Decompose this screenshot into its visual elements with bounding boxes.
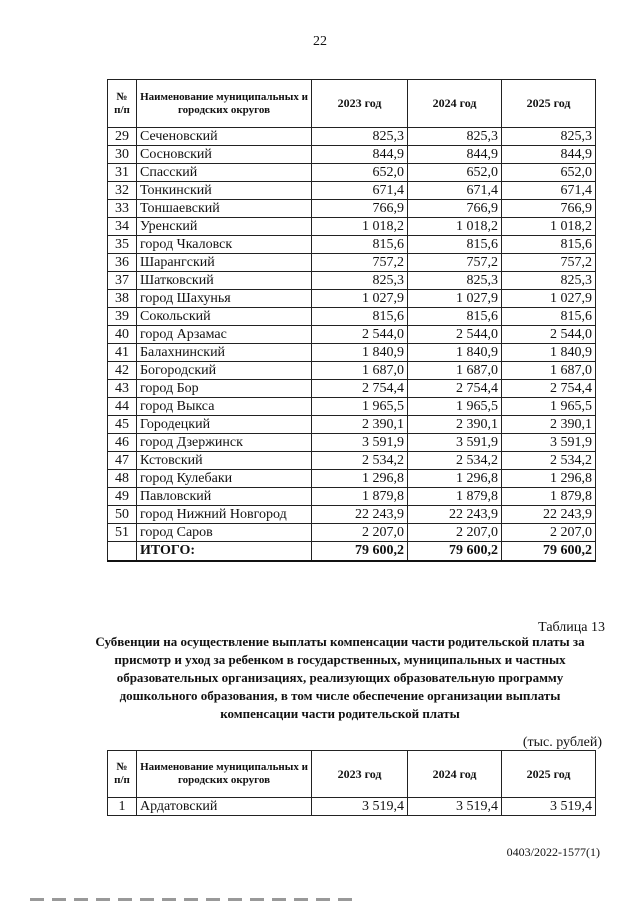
cell-num: 31	[108, 164, 137, 182]
cell-num: 30	[108, 146, 137, 164]
cell-2025: 2 534,2	[502, 452, 596, 470]
header-2023: 2023 год	[312, 80, 408, 128]
header-2023: 2023 год	[312, 751, 408, 798]
cell-2023: 2 544,0	[312, 326, 408, 344]
cell-name: Павловский	[137, 488, 312, 506]
header-2024: 2024 год	[408, 751, 502, 798]
cell-2024: 2 390,1	[408, 416, 502, 434]
total-2023: 79 600,2	[312, 542, 408, 562]
cell-2025: 815,6	[502, 308, 596, 326]
cell-2025: 825,3	[502, 272, 596, 290]
cell-num: 34	[108, 218, 137, 236]
cell-2023: 825,3	[312, 128, 408, 146]
cell-2025: 815,6	[502, 236, 596, 254]
cell-name: город Бор	[137, 380, 312, 398]
cell-2023: 22 243,9	[312, 506, 408, 524]
cell-name: Тонкинский	[137, 182, 312, 200]
table-row	[108, 398, 596, 416]
cell-num: 33	[108, 200, 137, 218]
cell-num: 43	[108, 380, 137, 398]
cell-name: Балахнинский	[137, 344, 312, 362]
cell-2023: 671,4	[312, 182, 408, 200]
page-number: 22	[313, 34, 327, 49]
cell-2024: 22 243,9	[408, 506, 502, 524]
table-row	[108, 200, 596, 218]
cell-name: город Шахунья	[137, 290, 312, 308]
table-row	[108, 434, 596, 452]
cell-name: Ардатовский	[137, 798, 312, 816]
cell-2023: 1 687,0	[312, 362, 408, 380]
cell-num: 39	[108, 308, 137, 326]
cell-num: 42	[108, 362, 137, 380]
cell-name: Кстовский	[137, 452, 312, 470]
table-header-row	[108, 80, 596, 128]
cell-num: 44	[108, 398, 137, 416]
cell-2023: 815,6	[312, 308, 408, 326]
cell-2025: 1 965,5	[502, 398, 596, 416]
table-row	[108, 326, 596, 344]
cell-2025: 1 840,9	[502, 344, 596, 362]
cell-num: 51	[108, 524, 137, 542]
cell-2023: 1 840,9	[312, 344, 408, 362]
cell-name: Богородский	[137, 362, 312, 380]
cell-2025: 1 018,2	[502, 218, 596, 236]
cell-2024: 3 519,4	[408, 798, 502, 816]
cell-2023: 2 534,2	[312, 452, 408, 470]
cell-name: Сосновский	[137, 146, 312, 164]
cell-name: город Саров	[137, 524, 312, 542]
cell-2023: 815,6	[312, 236, 408, 254]
cell-num: 46	[108, 434, 137, 452]
cell-name: Спасский	[137, 164, 312, 182]
cell-2023: 2 754,4	[312, 380, 408, 398]
header-num: № п/п	[108, 80, 137, 128]
cell-num: 40	[108, 326, 137, 344]
cell-num: 37	[108, 272, 137, 290]
header-2024: 2024 год	[408, 80, 502, 128]
cell-2025: 652,0	[502, 164, 596, 182]
table-row	[108, 416, 596, 434]
table-row	[108, 362, 596, 380]
table-row	[108, 452, 596, 470]
cell-2025: 1 027,9	[502, 290, 596, 308]
table-row	[108, 798, 596, 816]
table-row	[108, 524, 596, 542]
cell-num: 47	[108, 452, 137, 470]
header-name: Наименование муниципальных и городских округов	[137, 751, 312, 798]
cell-2025: 2 390,1	[502, 416, 596, 434]
total-row	[108, 542, 596, 562]
cell-2024: 1 027,9	[408, 290, 502, 308]
units-label: (тыс. рублей)	[522, 735, 602, 750]
cell-name: город Арзамас	[137, 326, 312, 344]
table-row	[108, 182, 596, 200]
cell-2025: 766,9	[502, 200, 596, 218]
cell-name: город Чкаловск	[137, 236, 312, 254]
cell-2024: 1 018,2	[408, 218, 502, 236]
cell-2024: 1 687,0	[408, 362, 502, 380]
cell-2025: 2 754,4	[502, 380, 596, 398]
cell-num	[108, 542, 137, 562]
cell-name: Шатковский	[137, 272, 312, 290]
cell-name: Уренский	[137, 218, 312, 236]
cell-2023: 3 591,9	[312, 434, 408, 452]
cell-2023: 3 519,4	[312, 798, 408, 816]
cell-2025: 844,9	[502, 146, 596, 164]
subvention-table-13	[107, 750, 596, 816]
cell-2023: 766,9	[312, 200, 408, 218]
cell-num: 41	[108, 344, 137, 362]
cell-name: город Кулебаки	[137, 470, 312, 488]
table-row	[108, 488, 596, 506]
cell-num: 45	[108, 416, 137, 434]
cell-name: Шарангский	[137, 254, 312, 272]
cell-name: город Нижний Новгород	[137, 506, 312, 524]
cell-num: 29	[108, 128, 137, 146]
table-row	[108, 470, 596, 488]
cell-2024: 2 754,4	[408, 380, 502, 398]
cell-2025: 2 544,0	[502, 326, 596, 344]
cell-2024: 1 840,9	[408, 344, 502, 362]
cell-2024: 1 965,5	[408, 398, 502, 416]
cell-2024: 815,6	[408, 308, 502, 326]
cell-2023: 825,3	[312, 272, 408, 290]
cell-name: Сеченовский	[137, 128, 312, 146]
cell-name: Городецкий	[137, 416, 312, 434]
table-title: Субвенции на осуществление выплаты компенсации части родительской платы за присмотр и уход за ребенком в государственных, муниципальных и частных образовательных организациях, реализующих образовательную программу дошкольного образования, в том числе обеспечение организации выплаты компенсации части родительской платы	[95, 634, 585, 721]
cell-num: 49	[108, 488, 137, 506]
table-header-row	[108, 751, 596, 798]
table-row	[108, 344, 596, 362]
cell-2024: 2 544,0	[408, 326, 502, 344]
total-label: ИТОГО:	[137, 542, 312, 562]
cell-2024: 825,3	[408, 128, 502, 146]
cell-2023: 1 965,5	[312, 398, 408, 416]
cell-2025: 1 687,0	[502, 362, 596, 380]
document-code: 0403/2022-1577(1)	[506, 845, 600, 859]
header-2025: 2025 год	[502, 80, 596, 128]
subvention-table-continued	[107, 79, 596, 562]
cell-2025: 3 591,9	[502, 434, 596, 452]
cell-2023: 757,2	[312, 254, 408, 272]
cell-2023: 2 390,1	[312, 416, 408, 434]
table-row	[108, 308, 596, 326]
cell-2024: 844,9	[408, 146, 502, 164]
table-row	[108, 218, 596, 236]
cell-2024: 757,2	[408, 254, 502, 272]
table-row	[108, 272, 596, 290]
cell-2025: 1 879,8	[502, 488, 596, 506]
cell-2025: 1 296,8	[502, 470, 596, 488]
total-2025: 79 600,2	[502, 542, 596, 562]
header-num: № п/п	[108, 751, 137, 798]
cell-2024: 1 879,8	[408, 488, 502, 506]
table-row	[108, 380, 596, 398]
cell-2023: 1 027,9	[312, 290, 408, 308]
cell-num: 50	[108, 506, 137, 524]
cell-2024: 766,9	[408, 200, 502, 218]
cell-num: 36	[108, 254, 137, 272]
table-row	[108, 254, 596, 272]
cell-2024: 671,4	[408, 182, 502, 200]
cell-num: 48	[108, 470, 137, 488]
cell-2023: 1 018,2	[312, 218, 408, 236]
header-2025: 2025 год	[502, 751, 596, 798]
cell-name: город Выкса	[137, 398, 312, 416]
table-row	[108, 128, 596, 146]
cell-num: 32	[108, 182, 137, 200]
cell-name: Сокольский	[137, 308, 312, 326]
table-row	[108, 236, 596, 254]
total-2024: 79 600,2	[408, 542, 502, 562]
cell-2025: 22 243,9	[502, 506, 596, 524]
cell-2025: 671,4	[502, 182, 596, 200]
cell-num: 38	[108, 290, 137, 308]
table-caption: Таблица 13	[538, 620, 605, 635]
cell-2023: 652,0	[312, 164, 408, 182]
header-name: Наименование муниципальных и городских округов	[137, 80, 312, 128]
cell-2024: 3 591,9	[408, 434, 502, 452]
table-row	[108, 146, 596, 164]
cell-2024: 815,6	[408, 236, 502, 254]
cell-num: 1	[108, 798, 137, 816]
cell-2025: 757,2	[502, 254, 596, 272]
cell-2025: 2 207,0	[502, 524, 596, 542]
cell-2023: 844,9	[312, 146, 408, 164]
cell-2024: 2 207,0	[408, 524, 502, 542]
table-row	[108, 506, 596, 524]
cell-name: город Дзержинск	[137, 434, 312, 452]
cell-2024: 2 534,2	[408, 452, 502, 470]
table-row	[108, 164, 596, 182]
cell-2024: 1 296,8	[408, 470, 502, 488]
cell-2024: 652,0	[408, 164, 502, 182]
cell-2023: 2 207,0	[312, 524, 408, 542]
cell-2023: 1 296,8	[312, 470, 408, 488]
scan-edge-marks	[30, 898, 360, 901]
cell-2023: 1 879,8	[312, 488, 408, 506]
cell-name: Тоншаевский	[137, 200, 312, 218]
cell-2025: 825,3	[502, 128, 596, 146]
cell-num: 35	[108, 236, 137, 254]
table-row	[108, 290, 596, 308]
cell-2024: 825,3	[408, 272, 502, 290]
cell-2025: 3 519,4	[502, 798, 596, 816]
